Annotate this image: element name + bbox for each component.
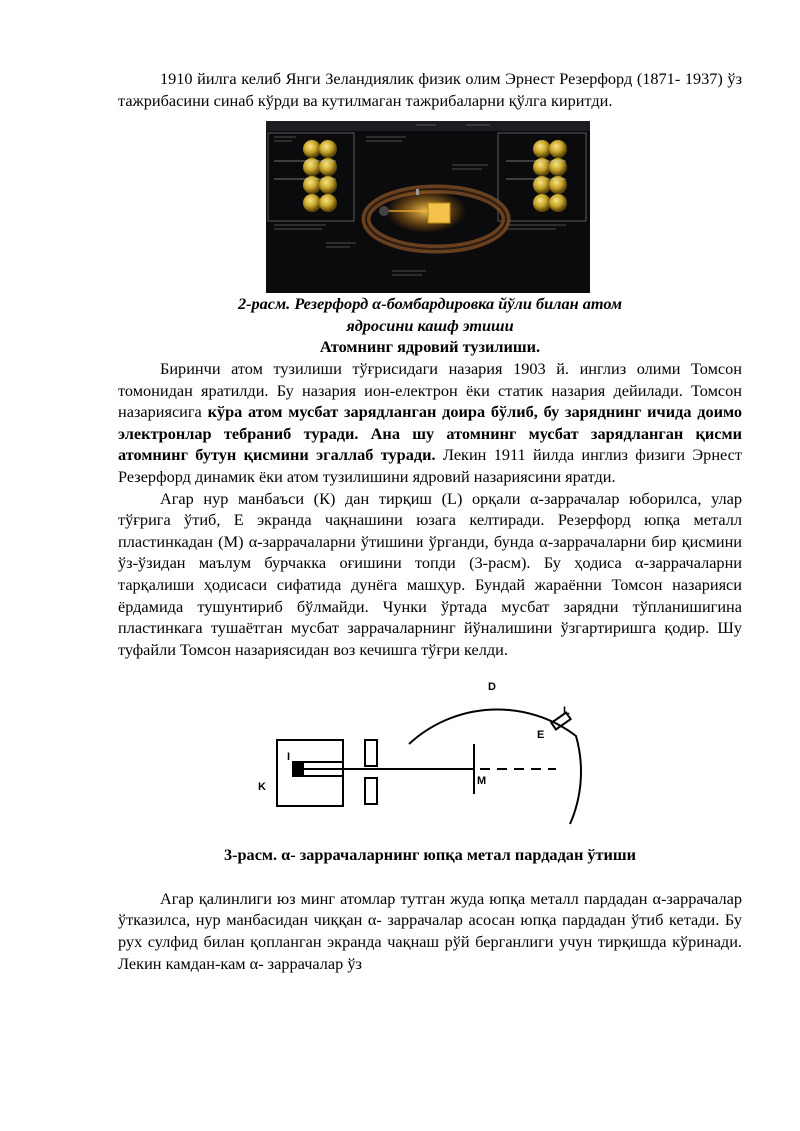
radioactive-source: [295, 764, 303, 774]
source-box: [277, 740, 343, 806]
collimator-top: [365, 740, 377, 766]
figure2-caption-line1: 2-расм. Резерфорд α-бомбардировка йўли билан атом: [237, 294, 623, 314]
paragraph-thomson-bold: кўра атом мусбат зарядланган доира бўлиб, бу заряднинг ичида доимо электронлар тебраниб туради. Ана шу атомнинг мусбат зарядланган қисми атомнинг бутун қисмини эгаллаб туради.: [118, 402, 743, 465]
label-l: L: [563, 705, 570, 718]
label-e: E: [537, 729, 545, 742]
figure2-caption: [118, 293, 742, 336]
figure3-diagram: [118, 678, 742, 838]
paragraph-experiment: Агар нур манбаъси (К) дан тирқиш (L) орқали α-заррачалар юборилса, улар тўғрига ўтиб, Е экранда чақнашини юзага келтиради. Резерфорд юпқа металл пластинкадан (М) α-заррачаларни ўтишини ўрганди, бунда α-заррачаларни бир қисмини ўз-ўзидан маълум бурчакка оғишини топди (3-расм). Бу ҳодиса α-заррачаларни тарқалиши ҳодисаси сифатида дунёга машҳур. Бундай жараённи Томсон назарияси ёрдамида тушунтириб бўлмайди. Чунки ўртада мусбат зарядни тўпланишигина пластинкага тушаётган мусбат заррачаларнинг йўналишини ўзгартиришга қодир. Шу туфайли Томсон назариясидан воз кечишга тўғри келди.: [118, 488, 742, 659]
figure2-caption-line2: ядросини кашф этиши: [346, 315, 514, 335]
section-heading: Атомнинг ядровий тузилиши.: [319, 337, 541, 357]
figure3-caption: 3-расм. α- заррачаларнинг юпқа метал пардадан ўтиши: [223, 845, 637, 865]
label-d: D: [488, 681, 496, 694]
paragraph-thomson: [118, 358, 742, 488]
rutherford-experiment-image: [266, 121, 590, 293]
label-m: M: [477, 775, 487, 788]
label-k: K: [258, 781, 266, 794]
scattering-apparatus-diagram: [238, 678, 598, 838]
paragraph-intro: 1910 йилга келиб Янги Зеландиялик физик олим Эрнест Резерфорд (1871- 1937) ўз тажрибасини синаб кўрди ва кутилмаган тажрибаларни қўлга киритди.: [118, 69, 742, 110]
collimator-bottom: [365, 778, 377, 804]
paragraph-thomson-part1: Биринчи атом тузилиши тўғрисидаги назария 1903 й. инглиз олими Томсон томонидан яратилди. Бу назария ион-електрон ёки статик назария дейилади. Томсон назариясига: [118, 358, 742, 422]
label-i: I: [287, 751, 291, 764]
rutherford-illustration: [266, 121, 590, 293]
paragraph-thomson-part2: Лекин 1911 йилда инглиз физиги Эрнест Резерфорд динамик ёки атом тузилишини ядровий назариясини яратди.: [118, 445, 742, 486]
document-page: [118, 68, 742, 974]
detector-arc: [409, 710, 581, 825]
paragraph-final: Агар қалинлиги юз минг атомлар тутган жуда юпқа металл пардадан α-заррачалар ўтказилса, нур манбасидан чиққан α- заррачалар асосан юпқа пардадан ўтиб кетади. Бу рух сулфид билан қопланган экранда чақнаш рўй берганлиги учун тирқишда кўринади. Лекин камдан-кам α- заррачалар ўз: [118, 888, 742, 973]
